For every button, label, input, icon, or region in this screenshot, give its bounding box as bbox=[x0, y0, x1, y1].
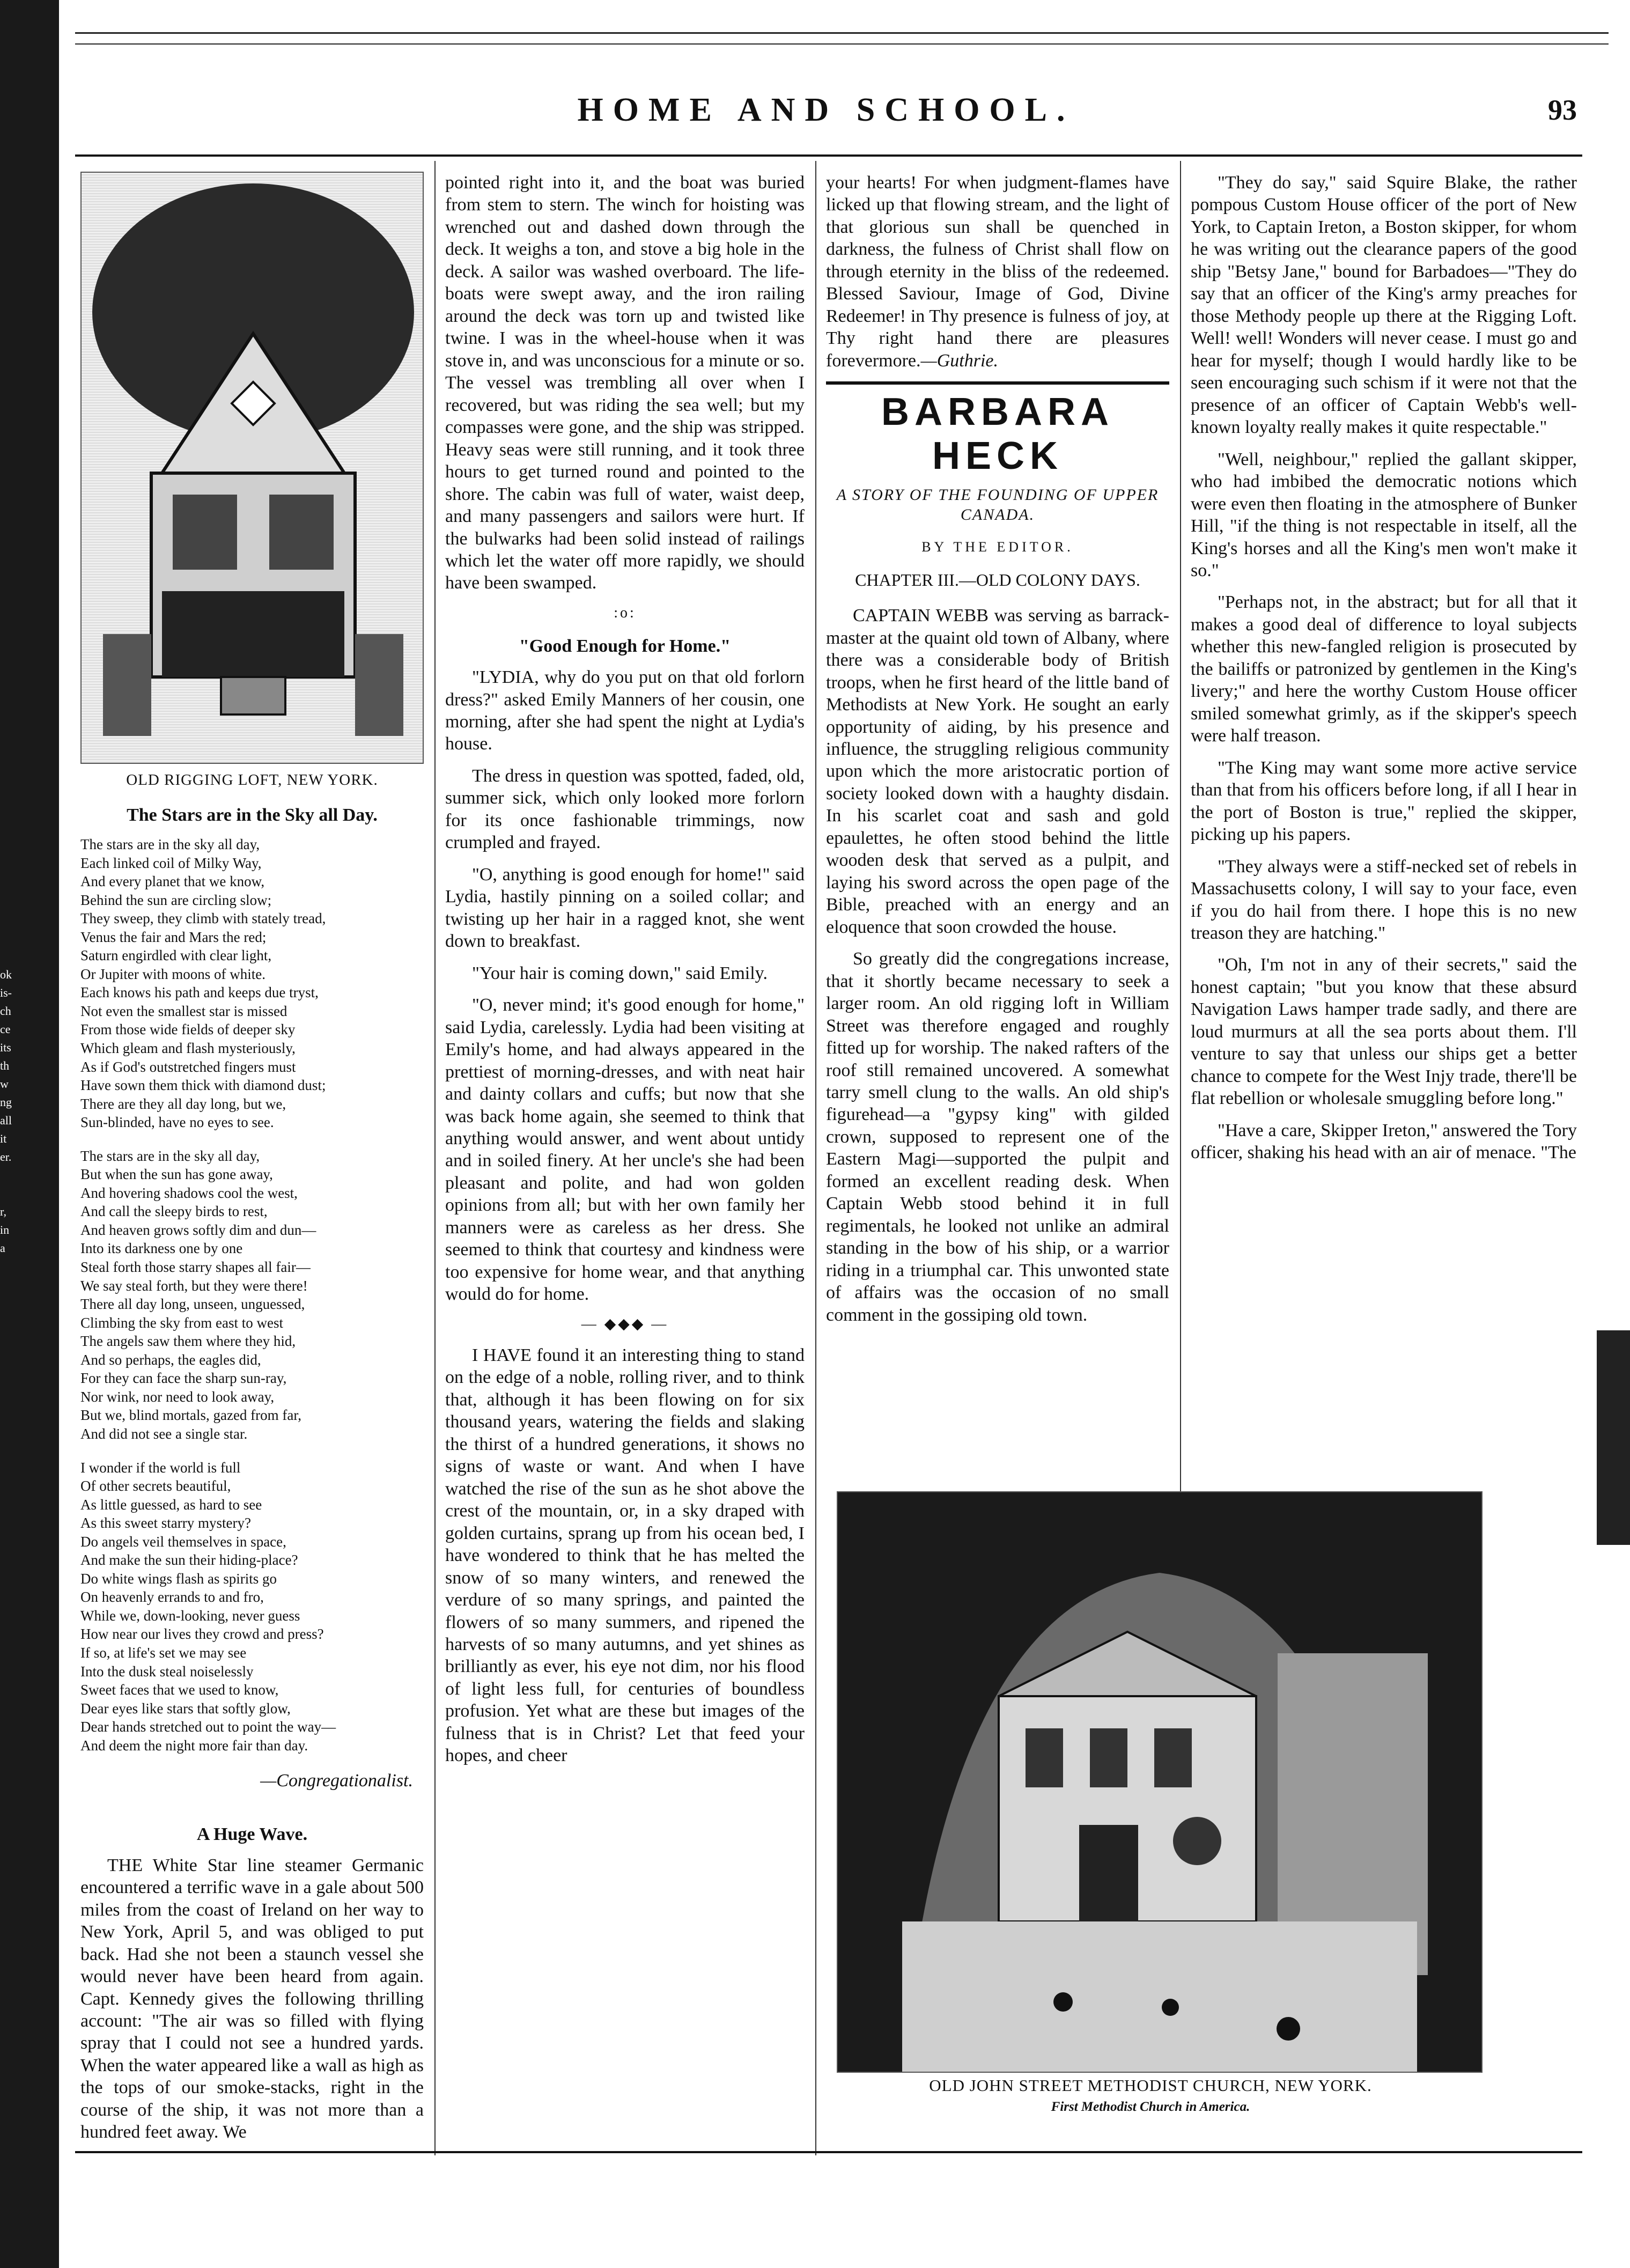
good-enough-paragraph: "O, anything is good enough for home!" said Lydia, hastily pinning on a soiled collar; and twisting up her hair in a ragged knot, she went down to breakfast. bbox=[445, 864, 805, 952]
column-4 bbox=[1191, 172, 1577, 1174]
barbara-heck-paragraph: "Well, neighbour," replied the gallant skipper, who had imbibed the democratic notions which were even then floating in the atmosphere of Bunker Hill, "if the thing is not respectable in itself, all the King's horses and all the King's men won't make it so." bbox=[1191, 449, 1577, 580]
binding-fragment: in bbox=[0, 1223, 10, 1236]
poem-body bbox=[80, 835, 424, 1755]
binding-fragment: ce bbox=[0, 1022, 11, 1036]
poem-line: And make the sun their hiding-place? bbox=[80, 1552, 298, 1569]
poem-line: And heaven grows softly dim and dun— bbox=[80, 1221, 316, 1238]
page-header bbox=[75, 91, 1577, 145]
poem-line: How near our lives they crowd and press? bbox=[80, 1626, 324, 1643]
figure2-caption-block bbox=[805, 2076, 1496, 2115]
figure2-caption: OLD JOHN STREET METHODIST CHURCH, NEW YORK. bbox=[929, 2076, 1372, 2095]
poem-line: We say steal forth, but they were there! bbox=[80, 1277, 308, 1294]
good-enough-title: "Good Enough for Home." bbox=[519, 636, 731, 657]
barbara-heck-paragraph: CAPTAIN WEBB was serving as barrack-master at the quaint old town of Albany, where there was a considerable body of British troops, when he first heard of the little band of Methodists at New York. He sought an early opportunity of aiding, by his presence and influence, the struggling religious community upon which the more aristocratic portion of society looked down with a haughty disdain. In his scarlet coat and sash and gold epaulettes, he often stood behind the little wooden desk that served as a pulpit, and laying his sword across the open page of the Bible, preached with an energy and an eloquence that soon crowded the house. bbox=[826, 606, 1169, 937]
barbara-heck-paragraph: "Perhaps not, in the abstract; but for all that it makes a good deal of difference to loyal subjects whether this new-fangled religion is prosecuted by the bailiffs or patronized by gentlemen in the King's livery;" and here the worthy Custom House officer smiled somewhat grimly, as if the skipper's speech were half treason. bbox=[1191, 592, 1577, 746]
binding-fragment: ok bbox=[0, 968, 12, 981]
poem-line: And every planet that we know, bbox=[80, 873, 265, 890]
periodical-title: HOME AND SCHOOL. bbox=[577, 92, 1075, 128]
binding-fragment: is- bbox=[0, 986, 12, 999]
good-enough-paragraph: The dress in question was spotted, faded, old, summer sick, which only looked more forlorn for its once fashionable trimmings, now crumpled and frayed. bbox=[445, 765, 805, 853]
column-1 bbox=[80, 172, 424, 2153]
poem-line: As if God's outstretched fingers must bbox=[80, 1058, 296, 1075]
poem-attribution: —Congregationalist. bbox=[260, 1771, 413, 1791]
poem-line: Not even the smallest star is missed bbox=[80, 1003, 287, 1019]
old-rigging-loft-engraving bbox=[80, 172, 424, 764]
column-3 bbox=[826, 172, 1169, 1336]
figure1-caption: OLD RIGGING LOFT, NEW YORK. bbox=[126, 771, 378, 789]
poem-line: The stars are in the sky all day, bbox=[80, 1147, 260, 1164]
poem-line: Each linked coil of Milky Way, bbox=[80, 855, 262, 871]
poem-line: But we, blind mortals, gazed from far, bbox=[80, 1407, 302, 1424]
binding-fragment: w bbox=[0, 1077, 9, 1091]
barbara-heck-body bbox=[826, 605, 1169, 1326]
column-2 bbox=[445, 172, 805, 1777]
poem-line: And deem the night more fair than day. bbox=[80, 1737, 308, 1754]
poem-line: As this sweet starry mystery? bbox=[80, 1515, 251, 1531]
binding-fragment: all bbox=[0, 1114, 12, 1127]
poem-line: Do white wings flash as spirits go bbox=[80, 1570, 277, 1587]
poem-line: Saturn engirdled with clear light, bbox=[80, 947, 272, 964]
page-number: 93 bbox=[1548, 94, 1577, 126]
top-double-rule bbox=[75, 32, 1609, 45]
chapter-heading: CHAPTER III.—OLD COLONY DAYS. bbox=[855, 570, 1140, 590]
poem-line: And so perhaps, the eagles did, bbox=[80, 1351, 261, 1368]
poem-line: Which gleam and flash mysteriously, bbox=[80, 1040, 296, 1057]
huge-wave-title: A Huge Wave. bbox=[196, 1824, 308, 1844]
barbara-heck-paragraph: "Oh, I'm not in any of their secrets," said the honest captain; "but you know that these absurd Navigation Laws hamper trade sadly, and there are loud murmurs at all the sea ports about them. I'll venture to say that unless our ships get a better chance to compete for the West Injy trade, there'll be flat rebellion or wholesale smuggling before long." bbox=[1191, 955, 1577, 1109]
good-enough-body bbox=[445, 666, 805, 1306]
house-illustration bbox=[82, 173, 424, 763]
poem-line: The angels saw them where they hid, bbox=[80, 1333, 296, 1350]
figure2-subcaption: First Methodist Church in America. bbox=[1051, 2100, 1250, 2114]
binding-fragment: th bbox=[0, 1059, 10, 1072]
binding-fragment: r, bbox=[0, 1205, 6, 1218]
huge-wave-paragraph-1: THE White Star line steamer Germanic encountered a terrific wave in a gale about 500 miles from the coast of Ireland on her way to New York, April 5, and was obliged to put back. Had she not been a staunch vessel she would never have been heard from again. Capt. Kennedy gives the following thrilling account: "The air was so filled with flying spray that I could not see a hundred yards. When the water appeared like a wall as high as the tops of our smoke-stacks, right in the course of the ship, it was not more than a hundred feet away. We bbox=[80, 1855, 424, 2142]
poem-stanza bbox=[80, 835, 424, 1132]
poem-line: Sweet faces that we used to know, bbox=[80, 1682, 279, 1698]
poem-line: Into the dusk steal noiselessly bbox=[80, 1663, 254, 1680]
poem-title: The Stars are in the Sky all Day. bbox=[127, 805, 378, 825]
poem-line: Venus the fair and Mars the red; bbox=[80, 929, 267, 945]
noble-river-continued-text: your hearts! For when judgment-flames have licked up that flowing stream, and the light of that glorious sun shall be quenched in darkness, the fulness of Christ shall flow on through eternity in the bliss of the redeemed. Blessed Saviour, Image of God, Divine Redeemer! in Thy presence is fulness of joy, at Thy right hand there are pleasures forevermore. bbox=[826, 173, 1169, 371]
poem-line: Dear hands stretched out to point the way— bbox=[80, 1719, 336, 1735]
poem-line: Nor wink, nor need to look away, bbox=[80, 1388, 275, 1405]
byline: BY THE EDITOR. bbox=[921, 539, 1074, 555]
poem-line: Have sown them thick with diamond dust; bbox=[80, 1077, 326, 1094]
good-enough-paragraph: "O, never mind; it's good enough for home," said Lydia, carelessly. Lydia had been visiting at Emily's home, and had always appeared in the prettiest of morning-dresses, and with neat hair and dainty collars and cuffs; but now that she was back home again, she seemed to think that anything would answer, and went about untidy and in soiled finery. At her uncle's she had been pleasant and polite, and had won golden opinions from all; but with her own family her manners were as careless as her dress. She seemed to think that courtesy and kindness were too expensive for home wear, and that anything would do for home. bbox=[445, 995, 805, 1305]
poem-line: And hovering shadows cool the west, bbox=[80, 1184, 298, 1201]
poem-line: They sweep, they climb with stately tread, bbox=[80, 910, 326, 927]
poem-line: Climbing the sky from east to west bbox=[80, 1314, 283, 1331]
poem-line: Do angels veil themselves in space, bbox=[80, 1533, 286, 1550]
huge-wave-paragraph-2: pointed right into it, and the boat was buried from stem to stern. The winch for hoisting was wrenched out and dashed down through the deck. It weighs a ton, and stove a big hole in the deck. A sailor was washed overboard. The life-boats were swept away, and the iron railing around the deck was torn up and twisted like twine. I was in the wheel-house when it was stove in, and was unconscious for a minute or so. The vessel was trembling all over when I recovered, but was riding the sea well; but my compasses were gone, and the ship was stripped. Heavy seas were still running, and it took three hours to get turned round and pointed to the shore. The cabin was full of water, waist deep, and many passengers and sailors were hurt. If the bulwarks had been solid instead of railings which let the water off more rapidly, we should have been swamped. bbox=[445, 173, 805, 593]
binding-fragment: a bbox=[0, 1241, 5, 1255]
poem-line: Sun-blinded, have no eyes to see. bbox=[80, 1114, 274, 1131]
poem-line: There are they all day long, but we, bbox=[80, 1095, 286, 1112]
poem-line: From those wide fields of deeper sky bbox=[80, 1021, 296, 1038]
barbara-heck-paragraph: "They always were a stiff-necked set of rebels in Massachusetts colony, I will say to your face, even if you do hail from there. I hope this is no new treason they are hatching." bbox=[1191, 856, 1577, 943]
barbara-heck-paragraph: "Have a care, Skipper Ireton," answered the Tory officer, shaking his head with an air of menace. "The bbox=[1191, 1120, 1577, 1163]
barbara-heck-title: BARBARA HECK bbox=[826, 381, 1169, 478]
poem-line: Steal forth those starry shapes all fair— bbox=[80, 1259, 311, 1276]
page-edge-tab bbox=[1597, 1330, 1630, 1545]
poem-line: And call the sleepy birds to rest, bbox=[80, 1203, 268, 1220]
poem-line: I wonder if the world is full bbox=[80, 1459, 241, 1476]
good-enough-paragraph: "LYDIA, why do you put on that old forlorn dress?" asked Emily Manners of her cousin, one morning, after she had spent the night at Lydia's house. bbox=[445, 667, 805, 754]
poem-line: There all day long, unseen, unguessed, bbox=[80, 1296, 305, 1313]
column-rule-2 bbox=[815, 161, 816, 2155]
binding-strip bbox=[0, 0, 59, 2268]
poem-line: As little guessed, as hard to see bbox=[80, 1496, 262, 1513]
noble-river-paragraph: I HAVE found it an interesting thing to stand on the edge of a noble, rolling river, and to think that, although it has been flowing on for six thousand years, watering the fields and slaking the thirst of a hundred generations, it shows no signs of waste or want. And when I have watched the rise of the sun as he shot above the crest of the mountain, or, in a sky draped with golden curtains, sprang up from his ocean bed, I have wondered to think that he has melted the snow of so many winters, and renewed the verdure of so many springs, and painted the flowers of so many summers, and ripened the harvests of so many autumns, and yet shines as brilliantly as ever, his eye not dim, nor his flood of light less full, for centuries of boundless profusion. Yet what are these but images of the fulness that is in Christ? Let that feed your hopes, and cheer bbox=[445, 1345, 805, 1766]
barbara-heck-paragraph: "They do say," said Squire Blake, the rather pompous Custom House officer of the port of New York, to Captain Ireton, a Boston skipper, for whom he was writing out the clearance papers of the good ship "Betsy Jane," bound for Barbadoes—"They do say that an officer of the King's army preaches for those Methody people up there at the Rigging Loft. Well! well! Wonders will never cease. I must go and hear for myself; though I would hardly like to be seen encouraging such schism if it were not that the presence of an officer of Captain Webb's well-known loyalty really makes it quite respectable." bbox=[1191, 173, 1577, 438]
binding-fragment: ng bbox=[0, 1095, 12, 1109]
poem-stanza bbox=[80, 1459, 424, 1755]
poem-line: Each knows his path and keeps due tryst, bbox=[80, 984, 319, 1001]
barbara-heck-paragraph: So greatly did the congregations increase, that it shortly became necessary to seek a larger room. An old rigging loft in William Street was therefore engaged and roughly fitted up for worship. The naked rafters of the roof still remained uncovered. A somewhat tarry smell clung to the walls. An old ship's figurehead—a "gypsy king" with gilded crown, supposed to represent one of the Eastern Magi—supported the pulpit and formed an excellent reading desk. When Captain Webb stood behind it in full regimentals, he looked not unlike an admiral standing in the bow of his ship, or a warrior riding in a triumphal car. This unwonted state of affairs was the occasion of no small comment in the gossiping old town. bbox=[826, 949, 1169, 1325]
separator-1: :o: bbox=[614, 604, 636, 621]
binding-fragment: er. bbox=[0, 1150, 12, 1164]
poem-line: Of other secrets beautiful, bbox=[80, 1478, 231, 1494]
poem-line: But when the sun has gone away, bbox=[80, 1166, 273, 1183]
church-illustration bbox=[838, 1492, 1481, 2072]
binding-fragment: ch bbox=[0, 1004, 11, 1018]
poem-line: Or Jupiter with moons of white. bbox=[80, 966, 265, 982]
header-rule bbox=[75, 154, 1582, 157]
poem-line: Dear eyes like stars that softly glow, bbox=[80, 1700, 291, 1717]
poem-line: The stars are in the sky all day, bbox=[80, 836, 260, 852]
barbara-heck-subtitle: A STORY OF THE FOUNDING OF UPPER CANADA. bbox=[836, 486, 1159, 524]
poem-line: On heavenly errands to and fro, bbox=[80, 1589, 264, 1606]
barbara-heck-paragraph: "The King may want some more active service than that from his officers before long, if all I hear in the port of Boston is true," replied the skipper, picking up his papers. bbox=[1191, 757, 1577, 845]
noble-river-attribution: —Guthrie. bbox=[920, 350, 999, 371]
binding-fragment: its bbox=[0, 1041, 11, 1054]
poem-line: Into its darkness one by one bbox=[80, 1240, 243, 1257]
barbara-heck-continued bbox=[1191, 172, 1577, 1164]
good-enough-paragraph: "Your hair is coming down," said Emily. bbox=[472, 963, 768, 983]
noble-river-continued bbox=[826, 172, 1169, 372]
poem-line: Behind the sun are circling slow; bbox=[80, 892, 272, 908]
john-street-church-engraving bbox=[837, 1491, 1483, 2073]
poem-stanza bbox=[80, 1147, 424, 1444]
poem-line: While we, down-looking, never guess bbox=[80, 1607, 300, 1624]
poem-line: For they can face the sharp sun-ray, bbox=[80, 1370, 287, 1387]
poem-line: If so, at life's set we may see bbox=[80, 1644, 247, 1661]
column-rule-3 bbox=[1180, 161, 1181, 1506]
column-rule-1 bbox=[434, 161, 436, 2155]
poem-line: And did not see a single star. bbox=[80, 1425, 248, 1442]
separator-2: — ◆◆◆ — bbox=[581, 1315, 669, 1332]
binding-fragment: it bbox=[0, 1132, 7, 1145]
